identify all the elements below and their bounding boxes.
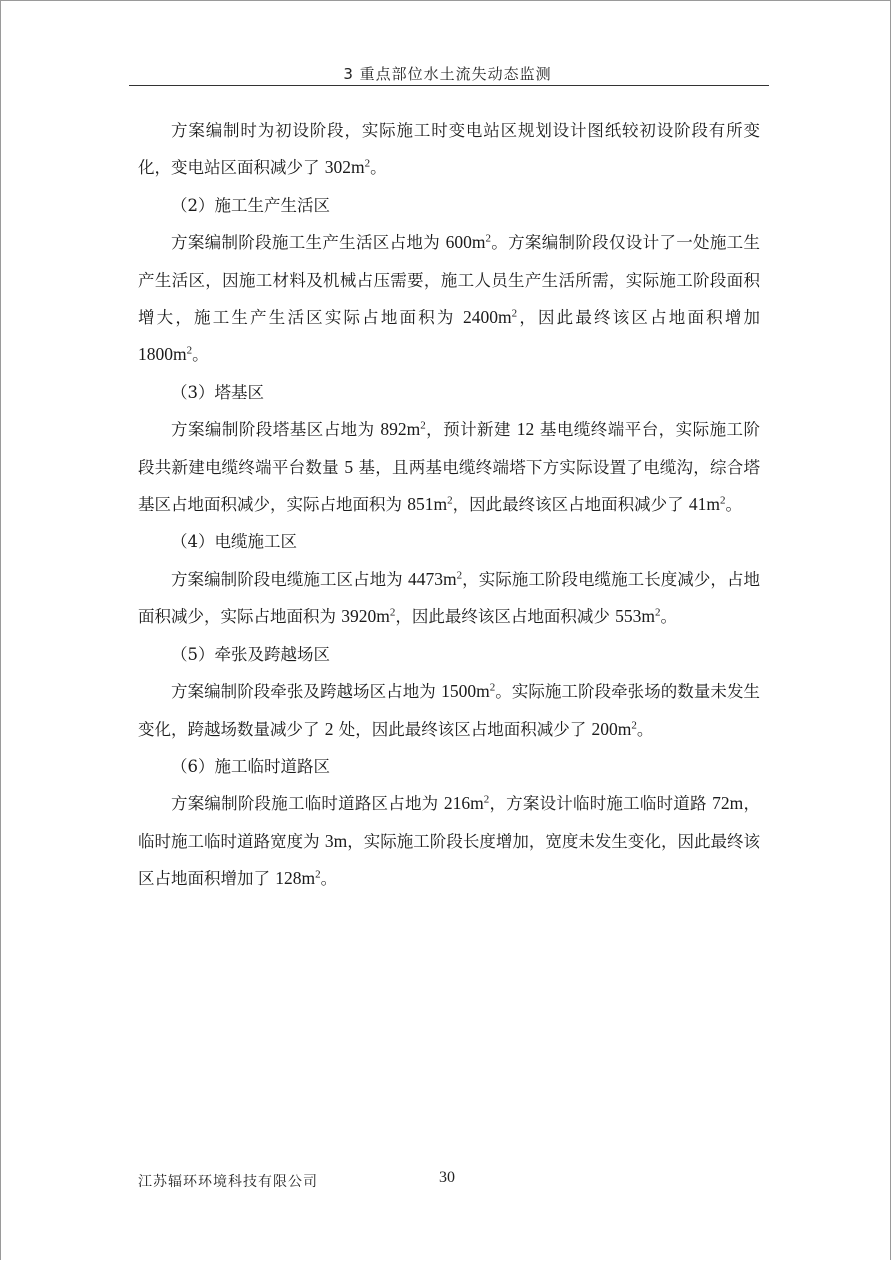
body-text xyxy=(138,112,760,898)
page-number: 30 xyxy=(439,1169,455,1186)
text-run: （3）塔基区 xyxy=(171,382,264,402)
paragraph xyxy=(138,411,760,523)
text-run: ，方案设计临时施工临时道路 xyxy=(489,794,713,814)
paragraph xyxy=(138,112,760,187)
text-run: ，因此最终该区占地面积减少 xyxy=(395,607,616,627)
footer-company: 江苏辐环环境科技有限公司 xyxy=(138,1174,318,1190)
superscript: 2 xyxy=(389,606,396,619)
text-run: 。实际施工阶段牵张场的数量未发生变化，跨越场数量减少了 xyxy=(138,682,761,739)
text-run: 方案编制阶段牵张及跨越场区占地为 xyxy=(171,682,442,702)
number-value: 216m xyxy=(443,793,484,814)
text-run: （4）电缆施工区 xyxy=(171,532,297,552)
superscript: 2 xyxy=(447,494,453,507)
text-run: 方案编制阶段施工生产生活区占地为 xyxy=(171,233,446,253)
text-run: 。 xyxy=(636,719,654,739)
text-run: 。 xyxy=(320,869,338,889)
number-value: 302m xyxy=(324,157,365,178)
header-rule xyxy=(129,85,769,86)
text-run: （5）牵张及跨越场区 xyxy=(171,644,330,664)
section-subheading xyxy=(138,748,760,785)
text-run: 基，且两基电缆终端塔下方实际设置了电缆沟，综合塔基区占地面积减少，实际占地面积为 xyxy=(138,457,760,515)
text-run: 。 xyxy=(725,495,742,515)
number-value: 1500m xyxy=(441,681,490,702)
superscript: 2 xyxy=(483,793,490,806)
paragraph xyxy=(138,561,760,636)
number-value: 200m xyxy=(591,718,632,739)
number-value: 3920m xyxy=(341,606,390,627)
text-run: 方案编制时为初设阶段，实际施工时变电站区规划设计图纸较初设阶段有所变化，变电站区面积减少了 xyxy=(138,121,760,178)
number-value: 1800m xyxy=(138,344,187,365)
superscript: 2 xyxy=(631,719,637,731)
section-subheading xyxy=(138,374,760,411)
text-run: 。方案编制阶段仅设计了一处施工生产生活区，因施工材料及机械占压需要，施工人员生产生活所需，实际施工阶段面积增大，施工生产生活区实际占地面积为 xyxy=(138,233,760,328)
superscript: 2 xyxy=(364,157,371,170)
text-run: 方案编制阶段塔基区占地为 xyxy=(171,420,381,440)
superscript: 2 xyxy=(456,569,463,582)
text-run: 方案编制阶段电缆施工区占地为 xyxy=(171,569,408,589)
superscript: 2 xyxy=(485,232,491,245)
number-value: 72m xyxy=(712,793,744,814)
number-value: 553m xyxy=(615,606,655,627)
text-run: ，因此最终该区占地面积减少了 xyxy=(452,495,689,515)
superscript: 2 xyxy=(511,307,518,320)
number-value: 12 xyxy=(516,419,535,440)
paragraph xyxy=(138,785,760,897)
paragraph xyxy=(138,224,760,374)
text-run: 方案编制阶段施工临时道路区占地为 xyxy=(171,794,444,814)
section-subheading xyxy=(138,187,760,224)
text-run: ，实际施工阶段电缆施工长度减少，占地面积减少，实际占地面积为 xyxy=(138,569,760,627)
superscript: 2 xyxy=(489,681,496,694)
number-value: 41m xyxy=(688,494,720,515)
number-value: 5 xyxy=(344,456,354,477)
number-value: 600m xyxy=(445,232,486,253)
text-run: 。 xyxy=(660,607,677,627)
superscript: 2 xyxy=(186,344,193,357)
paragraph xyxy=(138,673,760,748)
superscript: 2 xyxy=(655,606,661,619)
text-run: ，预计新建 xyxy=(425,420,517,440)
superscript: 2 xyxy=(315,868,321,881)
section-subheading xyxy=(138,636,760,673)
number-value: 4473m xyxy=(407,568,457,589)
text-run: （6）施工临时道路区 xyxy=(171,756,330,776)
text-run: 处，因此最终该区占地面积减少了 xyxy=(333,719,592,739)
number-value: 2400m xyxy=(463,307,512,328)
superscript: 2 xyxy=(420,419,426,432)
superscript: 2 xyxy=(720,494,726,507)
text-run: 基电缆终端平台，实际施工阶段共新建电缆终端平台数量 xyxy=(138,420,761,477)
text-run: ，实际施工阶段长度增加，宽度未发生变化，因此最终该区占地面积增加了 xyxy=(138,831,761,889)
text-run: ，因此最终该区占地面积增加 xyxy=(517,308,760,328)
number-value: 892m xyxy=(380,419,421,440)
number-value: 128m xyxy=(275,868,316,889)
section-subheading xyxy=(138,523,760,560)
running-header: 3 重点部位水土流失动态监测 xyxy=(343,65,552,83)
text-run: 。 xyxy=(370,158,387,178)
text-run: ，临时施工临时道路宽度为 xyxy=(138,794,761,851)
number-value: 3m xyxy=(324,830,348,851)
number-value: 2 xyxy=(324,718,334,739)
text-run: 。 xyxy=(192,345,209,365)
text-run: （2）施工生产生活区 xyxy=(171,195,330,215)
number-value: 851m xyxy=(407,494,448,515)
